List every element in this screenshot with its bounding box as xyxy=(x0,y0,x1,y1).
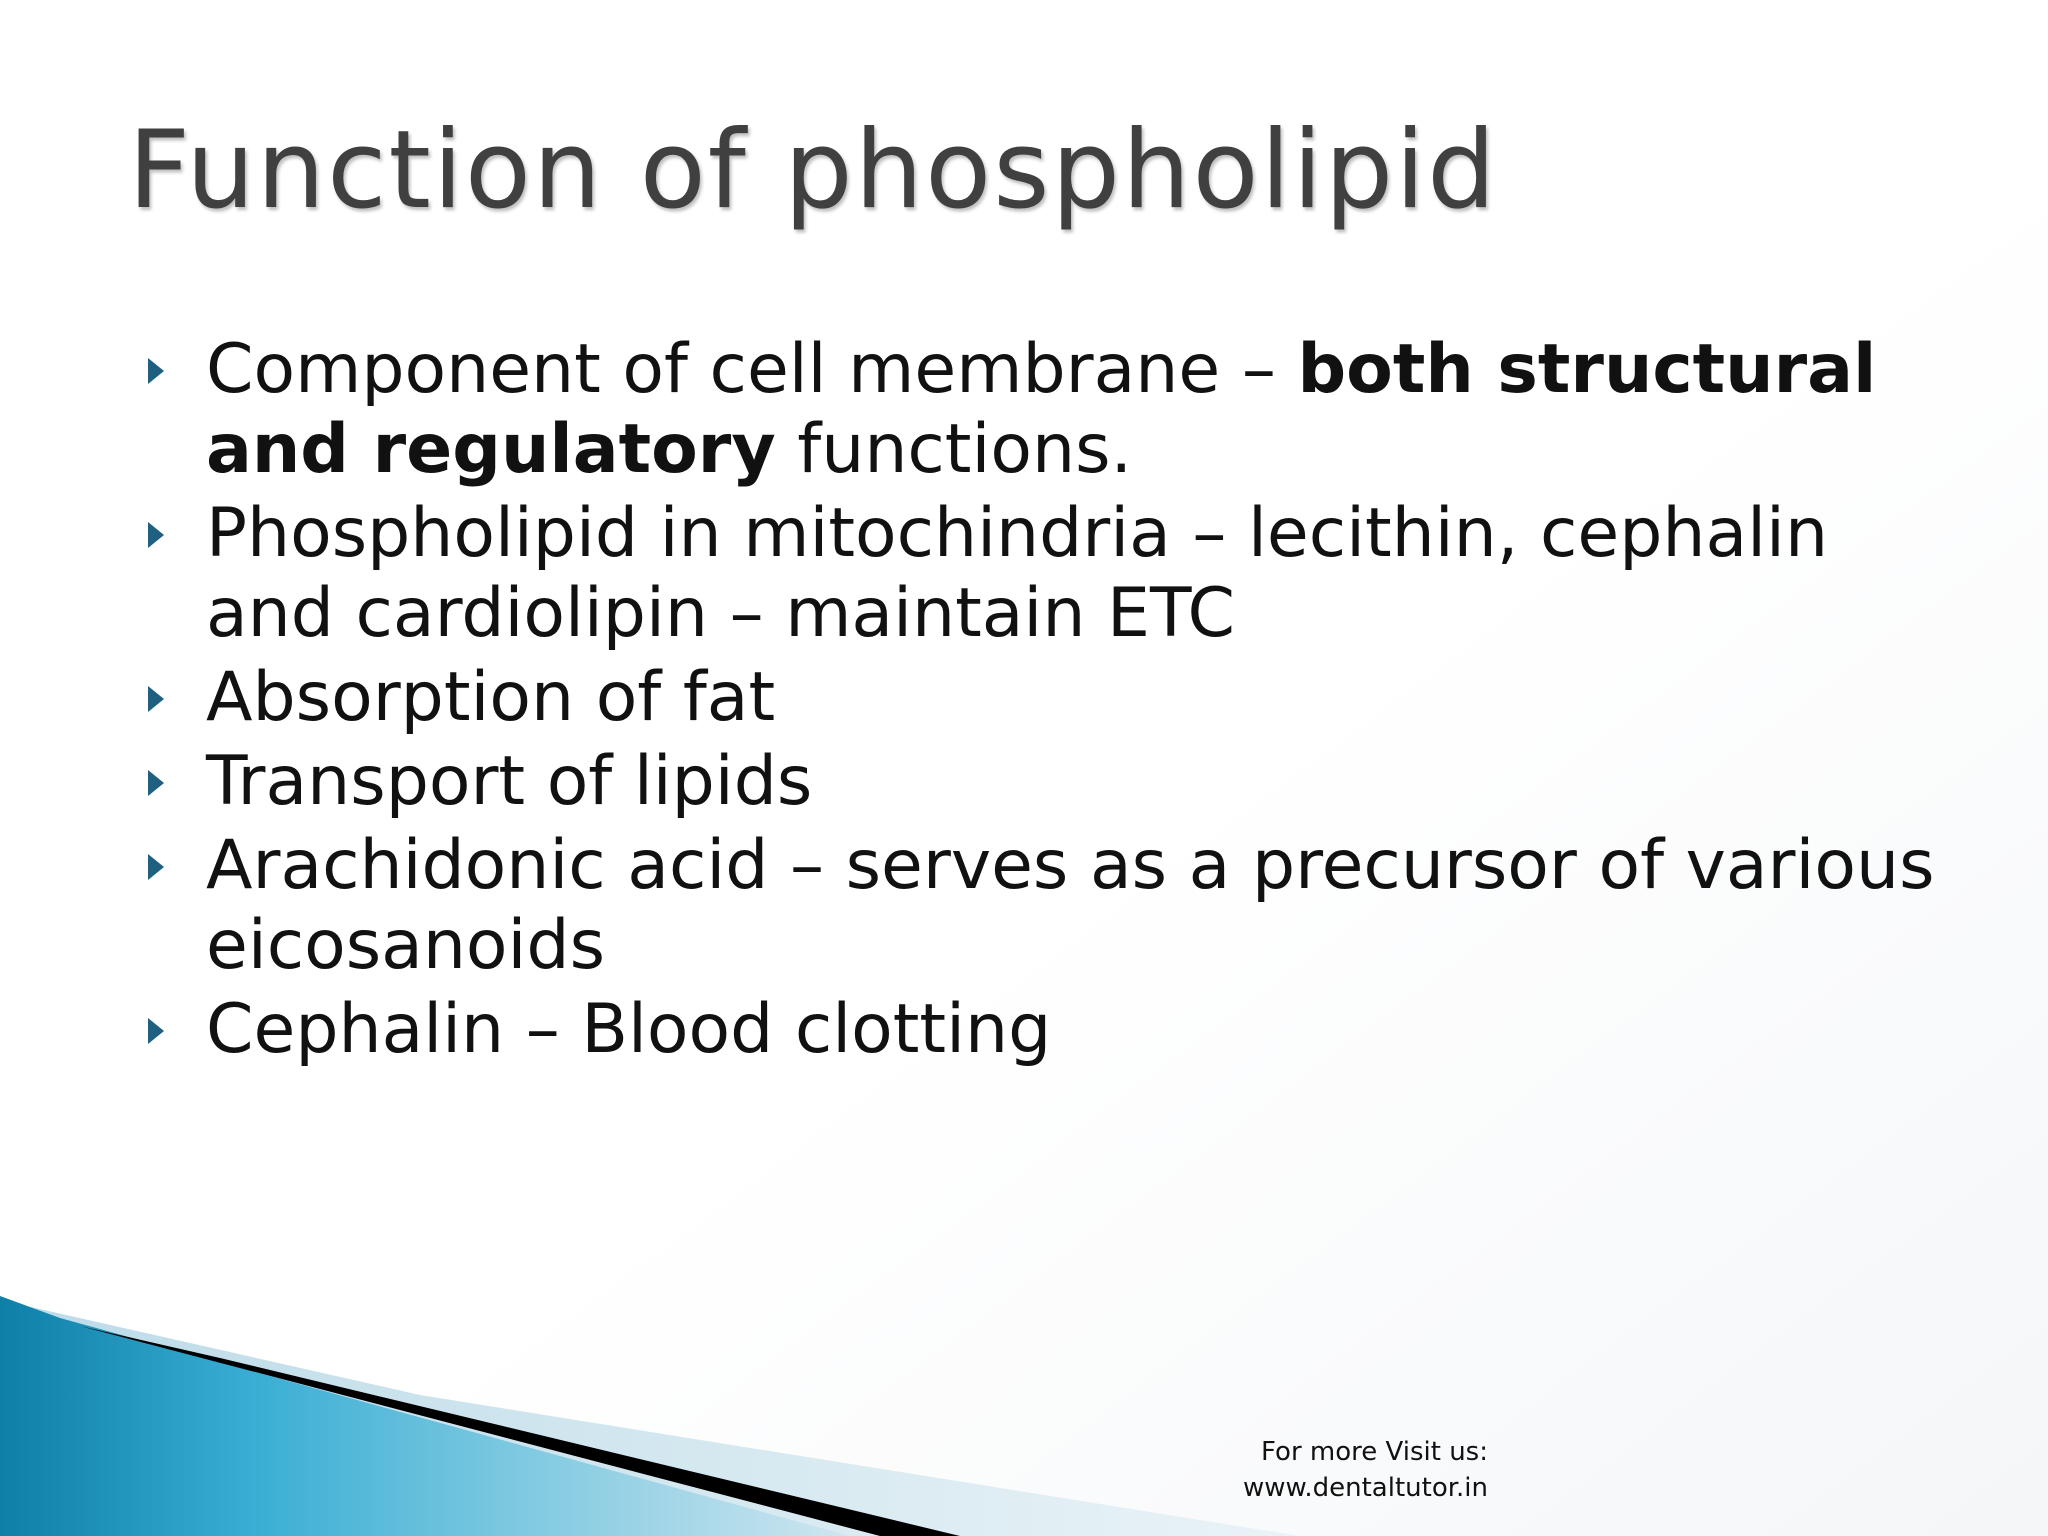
bullet-item xyxy=(146,330,1946,490)
bullet-item xyxy=(146,990,1946,1070)
slide-title: Function of phospholipid xyxy=(128,108,1498,233)
bullet-text: Transport of lipids xyxy=(206,742,813,821)
right-triangle-bullet-icon xyxy=(148,686,164,712)
footer-line-visit: For more Visit us: xyxy=(1261,1437,1488,1467)
bullet-text: Cephalin – Blood clotting xyxy=(206,990,1052,1069)
bullet-bold-text: both structural and regulatory xyxy=(206,330,1877,489)
bullet-list xyxy=(146,330,1946,1074)
right-triangle-bullet-icon xyxy=(148,522,164,548)
bullet-text: Phospholipid in mitochindria – lecithin, cephalin and cardiolipin – maintain ETC xyxy=(206,494,1829,653)
bullet-text: Component of cell membrane – xyxy=(206,330,1298,409)
footer-note xyxy=(1200,1434,1488,1506)
bullet-text: Absorption of fat xyxy=(206,658,776,737)
bullet-item xyxy=(146,658,1946,738)
bullet-text-end: functions. xyxy=(775,410,1133,489)
bullet-item xyxy=(146,826,1946,986)
bullet-text: Arachidonic acid – serves as a precursor of various eicosanoids xyxy=(206,826,1935,985)
right-triangle-bullet-icon xyxy=(148,1018,164,1044)
right-triangle-bullet-icon xyxy=(148,854,164,880)
right-triangle-bullet-icon xyxy=(148,770,164,796)
bullet-item xyxy=(146,742,1946,822)
footer-website-link[interactable]: www.dentaltutor.in xyxy=(1242,1473,1488,1503)
bullet-item xyxy=(146,494,1946,654)
right-triangle-bullet-icon xyxy=(148,358,164,384)
